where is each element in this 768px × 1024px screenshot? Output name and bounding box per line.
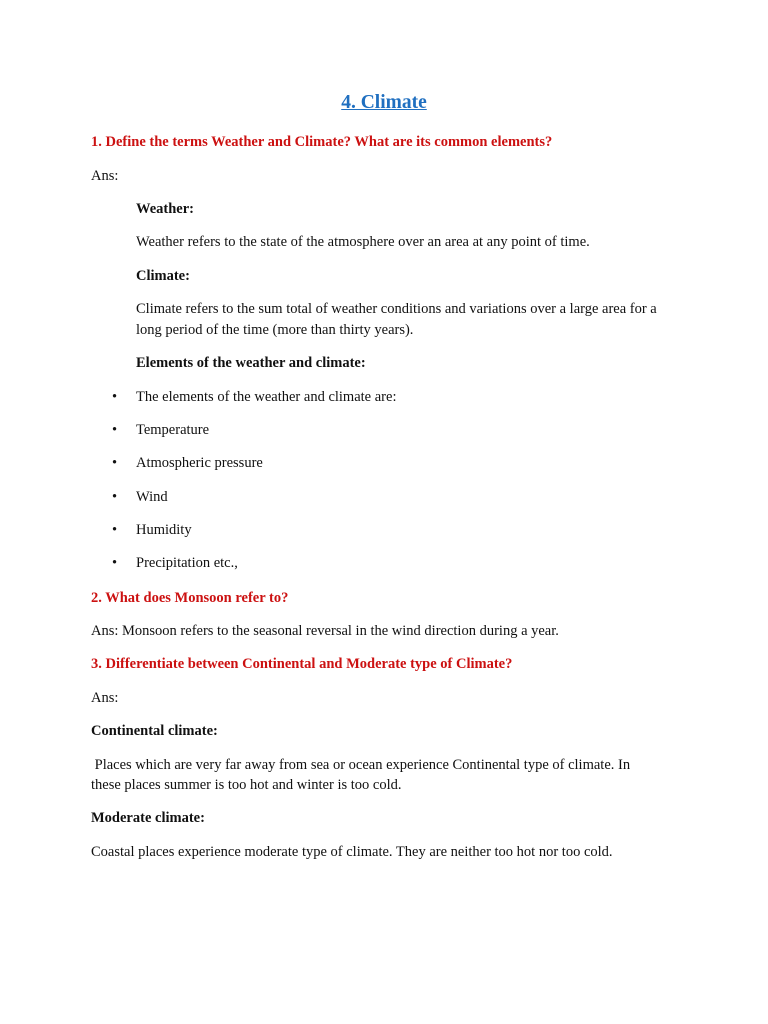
moderate-text: Coastal places experience moderate type of climate. They are neither too hot nor too cold. [91,844,613,860]
list-item: Humidity [136,522,192,538]
bullet-marker: • [112,389,118,405]
list-item: Temperature [136,422,210,438]
bullet-marker: • [112,422,118,438]
weather-heading: Weather: [136,201,194,217]
bullet-marker: • [112,555,118,571]
answer-label-1: Ans: [91,168,119,184]
continental-text-line-2: these places summer is too hot and winter is too cold. [91,777,402,793]
answer-2: Ans: Monsoon refers to the seasonal reversal in the wind direction during a year. [91,623,559,639]
question-2: 2. What does Monsoon refer to? [91,590,289,606]
list-item: Atmospheric pressure [136,455,263,471]
bullet-marker: • [112,489,118,505]
question-3: 3. Differentiate between Continental and Moderate type of Climate? [91,656,513,672]
list-item: The elements of the weather and climate are: [136,389,397,405]
weather-definition: Weather refers to the state of the atmosphere over an area at any point of time. [136,234,590,250]
list-item: Precipitation etc., [136,555,238,571]
list-item: Wind [136,489,168,505]
moderate-heading: Moderate climate: [91,810,205,826]
climate-definition-line-1: Climate refers to the sum total of weather conditions and variations over a large area for a [136,301,657,317]
bullet-marker: • [112,522,118,538]
answer-label-3: Ans: [91,690,119,706]
elements-heading: Elements of the weather and climate: [136,355,366,371]
page-title: 4. Climate [341,92,427,113]
climate-heading: Climate: [136,268,190,284]
climate-definition-line-2: long period of the time (more than thirty years). [136,322,414,338]
bullet-marker: • [112,455,118,471]
question-1: 1. Define the terms Weather and Climate? What are its common elements? [91,134,553,150]
continental-heading: Continental climate: [91,723,218,739]
continental-text-line-1: Places which are very far away from sea or ocean experience Continental type of climate. In [91,757,631,773]
